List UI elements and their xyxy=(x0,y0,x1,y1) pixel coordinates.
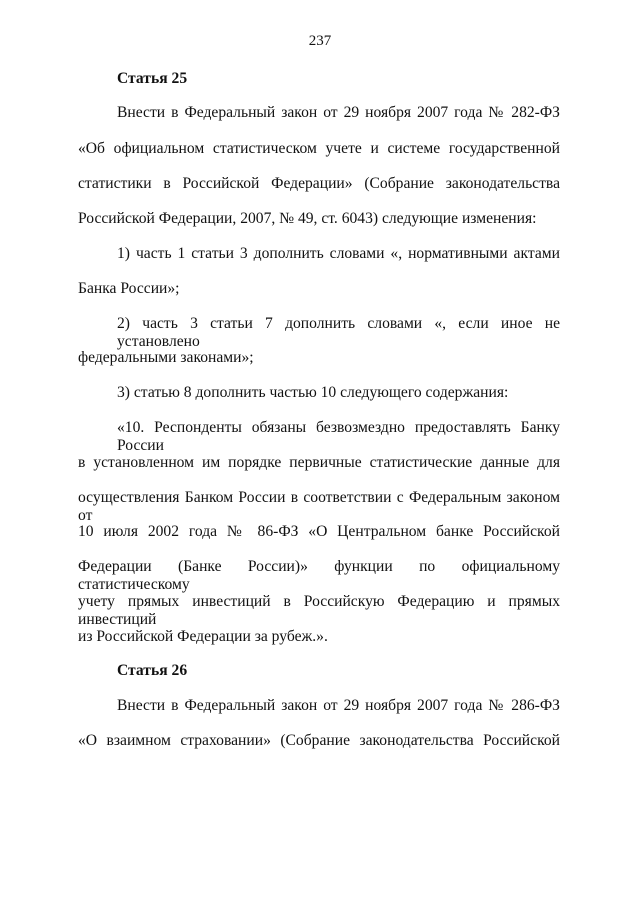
quote-line-1: «10. Респонденты обязаны безвозмездно предоставлять Банку России xyxy=(117,419,560,454)
article-25-intro-line-4: Российской Федерации, 2007, № 49, ст. 6043) следующие изменения: xyxy=(78,210,537,227)
quote-line-7: из Российской Федерации за рубеж.». xyxy=(78,628,328,645)
article-26-intro-line-2: «О взаимном страховании» (Собрание законодательства Российской xyxy=(78,732,560,749)
quote-line-2: в установленном им порядке первичные статистические данные для xyxy=(78,454,560,471)
item-1-line-1: 1) часть 1 статьи 3 дополнить словами «, нормативными актами xyxy=(117,245,560,262)
article-26-heading: Статья 26 xyxy=(117,662,188,679)
item-3: 3) статью 8 дополнить частью 10 следующего содержания: xyxy=(117,384,509,401)
quote-line-3: осуществления Банком России в соответствии с Федеральным законом от xyxy=(78,489,560,524)
article-25-heading: Статья 25 xyxy=(117,70,188,87)
quote-line-4: 10 июля 2002 года № 86-ФЗ «О Центральном банке Российской xyxy=(78,523,560,540)
quote-line-5: Федерации (Банке России)» функции по официальному статистическому xyxy=(78,558,560,593)
article-25-intro-line-1: Внести в Федеральный закон от 29 ноября 2007 года № 282-ФЗ xyxy=(117,104,560,121)
article-25-intro-line-3: статистики в Российской Федерации» (Собрание законодательства xyxy=(78,175,560,192)
item-2-line-2: федеральными законами»; xyxy=(78,349,254,366)
item-2-line-1: 2) часть 3 статьи 7 дополнить словами «, если иное не установлено xyxy=(117,315,560,350)
article-26-intro-line-1: Внести в Федеральный закон от 29 ноября 2007 года № 286-ФЗ xyxy=(117,697,560,714)
item-1-line-2: Банка России»; xyxy=(78,280,180,297)
page-number: 237 xyxy=(308,33,332,49)
quote-line-6: учету прямых инвестиций в Российскую Федерацию и прямых инвестиций xyxy=(78,593,560,628)
article-25-intro-line-2: «Об официальном статистическом учете и системе государственной xyxy=(78,140,560,157)
